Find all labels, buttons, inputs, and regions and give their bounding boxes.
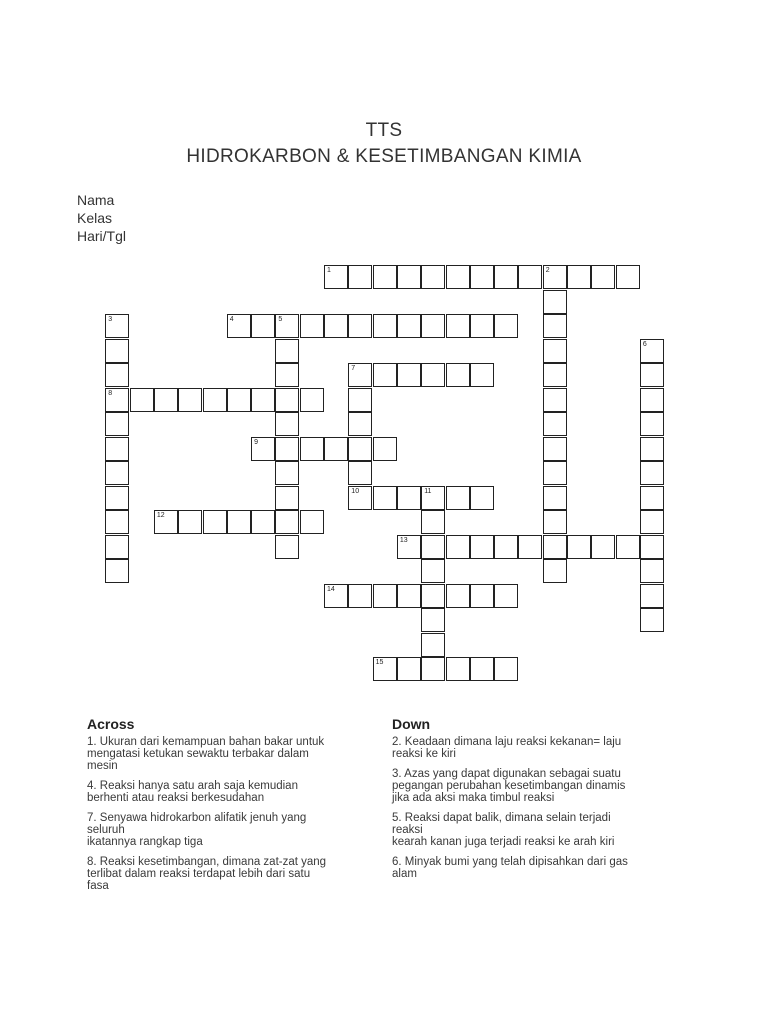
clue-line: fasa [87, 880, 109, 892]
crossword-cell[interactable] [421, 633, 445, 657]
crossword-cell[interactable] [470, 314, 494, 338]
clue-line: jika ada aksi maka timbul reaksi [392, 792, 555, 804]
across-heading: Across [87, 716, 135, 732]
crossword-cell[interactable] [640, 486, 664, 510]
crossword-cell[interactable] [275, 388, 299, 412]
crossword-cell[interactable] [470, 657, 494, 681]
crossword-cell[interactable] [421, 510, 445, 534]
crossword-cell[interactable] [494, 314, 518, 338]
crossword-cell[interactable] [300, 388, 324, 412]
clue-line: kearah kanan juga terjadi reaksi ke arah kiri [392, 836, 615, 848]
crossword-cell[interactable] [324, 437, 348, 461]
crossword-cell[interactable] [470, 265, 494, 289]
crossword-cell[interactable] [543, 437, 567, 461]
clue-line: 7. Senyawa hidrokarbon alifatik jenuh yang [87, 812, 307, 824]
crossword-cell[interactable] [446, 265, 470, 289]
crossword-cell[interactable] [640, 437, 664, 461]
class-label: Kelas [77, 210, 113, 226]
crossword-cell[interactable] [275, 535, 299, 559]
clue-line: 6. Minyak bumi yang telah dipisahkan dari gas [392, 856, 628, 868]
clue-line: 5. Reaksi dapat balik, dimana selain terjadi [392, 812, 611, 824]
crossword-cell[interactable] [470, 535, 494, 559]
clue-line: seluruh [87, 824, 125, 836]
crossword-cell[interactable] [348, 388, 372, 412]
crossword-cell[interactable] [203, 388, 227, 412]
crossword-cell[interactable] [543, 314, 567, 338]
crossword-cell[interactable] [543, 461, 567, 485]
clue-line: alam [392, 868, 417, 880]
across-clue-7 [87, 812, 372, 848]
crossword-cell[interactable] [203, 510, 227, 534]
clue-line: 1. Ukuran dari kemampuan bahan bakar untuk [87, 736, 325, 748]
clue-number: 10 [351, 487, 360, 495]
crossword-cell[interactable] [397, 657, 421, 681]
page-subtitle: HIDROKARBON & KESETIMBANGAN KIMIA [186, 146, 582, 167]
crossword-cell[interactable] [373, 486, 397, 510]
clue-line: 4. Reaksi hanya satu arah saja kemudian [87, 780, 298, 792]
crossword-cell[interactable] [348, 486, 372, 510]
crossword-cell[interactable] [421, 314, 445, 338]
across-clue-4 [87, 780, 372, 804]
crossword-cell[interactable] [494, 657, 518, 681]
crossword-cell[interactable] [518, 535, 542, 559]
crossword-cell[interactable] [154, 510, 178, 534]
crossword-cell[interactable] [543, 290, 567, 314]
down-clue-3 [392, 768, 692, 804]
crossword-cell[interactable] [640, 584, 664, 608]
crossword-cell[interactable] [373, 363, 397, 387]
crossword-cell[interactable] [300, 437, 324, 461]
crossword-cell[interactable] [373, 584, 397, 608]
crossword-cell[interactable] [348, 265, 372, 289]
clue-number: 1 [327, 267, 331, 274]
clue-number: 8 [108, 389, 113, 397]
crossword-cell[interactable] [446, 486, 470, 510]
crossword-cell[interactable] [348, 584, 372, 608]
crossword-cell[interactable] [640, 608, 664, 632]
crossword-cell[interactable] [470, 363, 494, 387]
clue-line: reaksi [392, 824, 423, 836]
crossword-cell[interactable] [421, 559, 445, 583]
crossword-cell[interactable] [348, 461, 372, 485]
crossword-cell[interactable] [105, 314, 129, 338]
clue-line: terlibat dalam reaksi terdapat lebih dari satu [87, 868, 311, 880]
crossword-cell[interactable] [421, 584, 445, 608]
down-clues [392, 718, 692, 888]
crossword-cell[interactable] [591, 535, 615, 559]
across-clue-1 [87, 736, 372, 772]
crossword-cell[interactable] [251, 388, 275, 412]
crossword-cell[interactable] [470, 584, 494, 608]
down-clue-6 [392, 856, 692, 880]
clue-line: ikatannya rangkap tiga [87, 836, 203, 848]
crossword-cell[interactable] [397, 314, 421, 338]
crossword-cell[interactable] [105, 510, 129, 534]
crossword-cell[interactable] [227, 314, 251, 338]
clue-number: 11 [424, 487, 432, 495]
crossword-cell[interactable] [543, 363, 567, 387]
clue-line: mengatasi ketukan sewaktu terbakar dalam [87, 748, 309, 760]
down-clue-2 [392, 736, 692, 760]
down-clue-5 [392, 812, 692, 848]
crossword-cell[interactable] [275, 314, 299, 338]
crossword-cell[interactable] [543, 535, 567, 559]
crossword-cell[interactable] [373, 657, 397, 681]
clue-line: mesin [87, 760, 118, 772]
crossword-cell[interactable] [494, 265, 518, 289]
crossword-cell[interactable] [348, 363, 372, 387]
crossword-cell[interactable] [397, 584, 421, 608]
clue-number: 4 [229, 316, 234, 323]
crossword-cell[interactable] [324, 314, 348, 338]
crossword-cell[interactable] [543, 265, 567, 289]
crossword-cell[interactable] [421, 265, 445, 289]
crossword-cell[interactable] [275, 486, 299, 510]
crossword-cell[interactable] [543, 486, 567, 510]
crossword-cell[interactable] [470, 486, 494, 510]
crossword-cell[interactable] [421, 657, 445, 681]
crossword-cell[interactable] [640, 339, 664, 363]
crossword-cell[interactable] [105, 412, 129, 436]
crossword-cell[interactable] [275, 339, 299, 363]
crossword-cell[interactable] [251, 314, 275, 338]
crossword-cell[interactable] [300, 314, 324, 338]
crossword-cell[interactable] [105, 461, 129, 485]
clue-number: 2 [545, 267, 550, 274]
date-label: Hari/Tgl [77, 228, 127, 244]
crossword-cell[interactable] [567, 265, 591, 289]
clue-number: 15 [375, 659, 384, 666]
crossword-cell[interactable] [154, 388, 178, 412]
crossword-cell[interactable] [251, 510, 275, 534]
crossword-cell[interactable] [640, 510, 664, 534]
crossword-cell[interactable] [616, 535, 640, 559]
crossword-cell[interactable] [640, 412, 664, 436]
crossword-cell[interactable] [567, 535, 591, 559]
down-heading: Down [392, 716, 431, 732]
name-label: Nama [77, 192, 115, 208]
crossword-cell[interactable] [105, 559, 129, 583]
crossword-cell[interactable] [543, 388, 567, 412]
crossword-cell[interactable] [324, 584, 348, 608]
crossword-cell[interactable] [640, 535, 664, 559]
clue-number: 14 [327, 585, 335, 593]
student-info-labels [77, 191, 126, 245]
crossword-cell[interactable] [446, 657, 470, 681]
clue-number: 12 [156, 512, 165, 519]
crossword-cell[interactable] [324, 265, 348, 289]
clue-line: 2. Keadaan dimana laju reaksi kekanan= laju [392, 736, 622, 748]
crossword-cell[interactable] [130, 388, 154, 412]
crossword-cell[interactable] [543, 510, 567, 534]
crossword-cell[interactable] [640, 559, 664, 583]
crossword-cell[interactable] [105, 363, 129, 387]
crossword-cell[interactable] [543, 339, 567, 363]
crossword-cell[interactable] [275, 461, 299, 485]
crossword-cell[interactable] [275, 363, 299, 387]
crossword-cell[interactable] [105, 437, 129, 461]
clue-line: berhenti atau reaksi berkesudahan [87, 792, 265, 804]
clue-number: 5 [278, 316, 283, 323]
clue-number: 7 [351, 365, 356, 372]
crossword-cell[interactable] [275, 412, 299, 436]
crossword-cell[interactable] [494, 535, 518, 559]
clue-number: 9 [254, 438, 258, 446]
crossword-cell[interactable] [178, 388, 202, 412]
crossword-cell[interactable] [373, 314, 397, 338]
crossword-cell[interactable] [421, 608, 445, 632]
crossword-cell[interactable] [251, 437, 275, 461]
crossword-cell[interactable] [397, 265, 421, 289]
crossword-cell[interactable] [494, 584, 518, 608]
crossword-cell[interactable] [616, 265, 640, 289]
crossword-cell[interactable] [105, 535, 129, 559]
crossword-cell[interactable] [591, 265, 615, 289]
crossword-cell[interactable] [543, 559, 567, 583]
crossword-cell[interactable] [518, 265, 542, 289]
crossword-cell[interactable] [397, 486, 421, 510]
clue-line: 8. Reaksi kesetimbangan, dimana zat-zat yang [87, 856, 327, 868]
crossword-cell[interactable] [300, 510, 324, 534]
crossword-cell[interactable] [105, 339, 129, 363]
page-title: TTS [365, 120, 403, 141]
crossword-cell[interactable] [446, 584, 470, 608]
crossword-cell[interactable] [105, 388, 129, 412]
across-clue-8 [87, 856, 372, 892]
crossword-cell[interactable] [348, 314, 372, 338]
crossword-cell[interactable] [178, 510, 202, 534]
crossword-cell[interactable] [227, 388, 251, 412]
crossword-cell[interactable] [105, 486, 129, 510]
crossword-cell[interactable] [227, 510, 251, 534]
crossword-cell[interactable] [348, 412, 372, 436]
crossword-cell[interactable] [640, 363, 664, 387]
crossword-cell[interactable] [275, 437, 299, 461]
crossword-cell[interactable] [446, 535, 470, 559]
clue-number: 13 [399, 536, 408, 544]
crossword-cell[interactable] [640, 461, 664, 485]
crossword-cell[interactable] [397, 363, 421, 387]
clue-line: pegangan perubahan kesetimbangan dinamis [392, 780, 626, 792]
crossword-cell[interactable] [421, 535, 445, 559]
clue-number: 3 [108, 316, 113, 323]
crossword-cell[interactable] [640, 388, 664, 412]
crossword-cell[interactable] [397, 535, 421, 559]
crossword-cell[interactable] [543, 412, 567, 436]
clue-line: reaksi ke kiri [392, 748, 456, 760]
crossword-cell[interactable] [446, 363, 470, 387]
crossword-cell[interactable] [446, 314, 470, 338]
crossword-cell[interactable] [373, 265, 397, 289]
crossword-cell[interactable] [373, 437, 397, 461]
crossword-cell[interactable] [421, 363, 445, 387]
crossword-cell[interactable] [275, 510, 299, 534]
across-clues [87, 718, 372, 900]
crossword-cell[interactable] [421, 486, 445, 510]
crossword-cell[interactable] [348, 437, 372, 461]
clue-number: 6 [642, 340, 647, 348]
clue-line: 3. Azas yang dapat digunakan sebagai suatu [392, 768, 621, 780]
